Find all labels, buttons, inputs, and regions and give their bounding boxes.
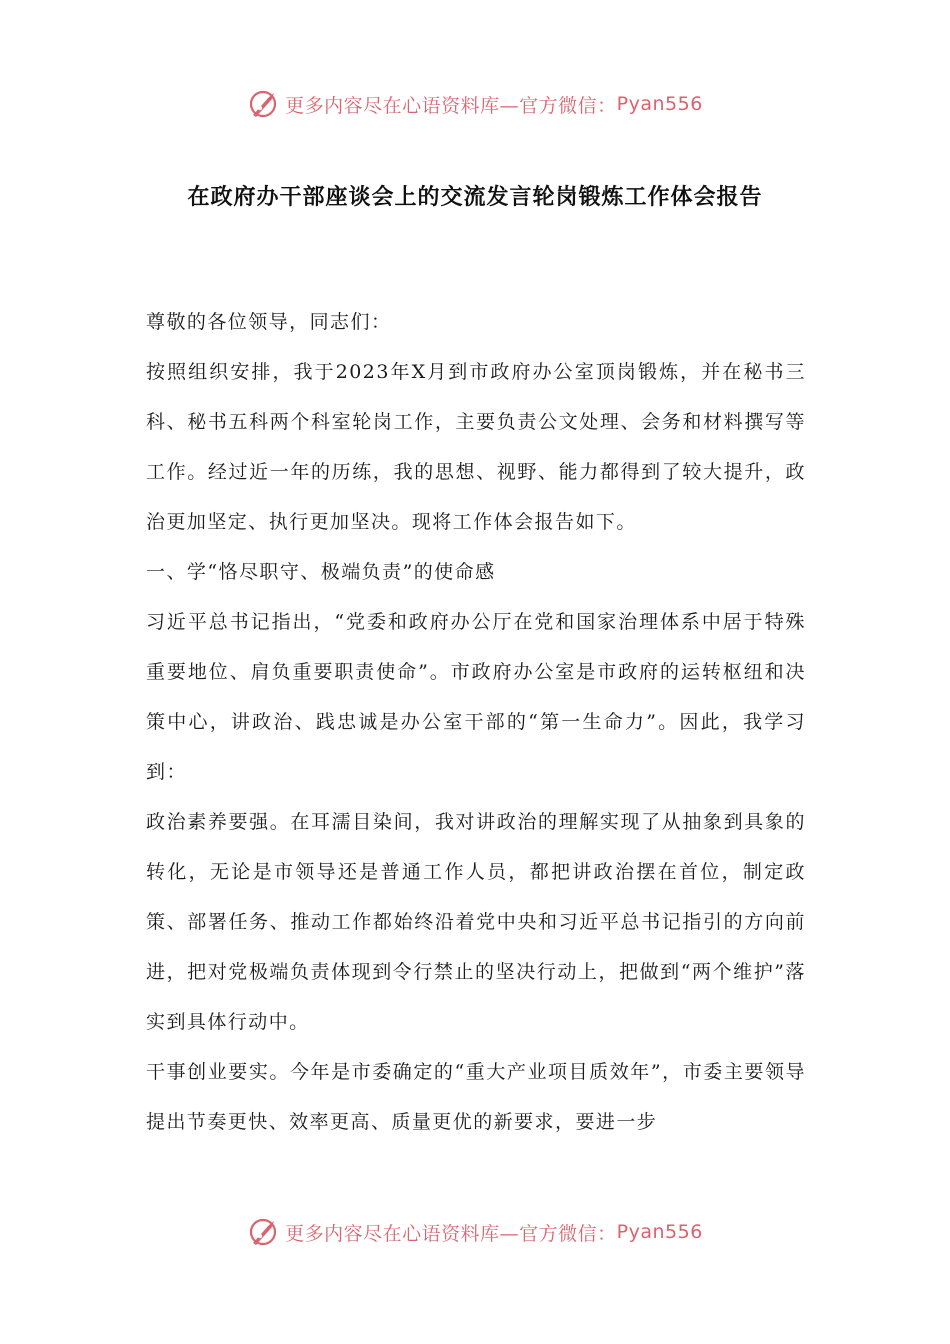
section-heading-1: 一、学“恪尽职守、极端负责”的使命感: [146, 561, 496, 583]
header-watermark-banner: [0, 84, 950, 124]
document-body: [146, 297, 806, 1147]
paragraph-section-1: 习近平总书记指出，“党委和政府办公厅在党和国家治理体系中居于特殊重要地位、肩负重要职责使命”。市政府办公室是市政府的运转枢纽和决策中心，讲政治、践忠诚是办公室干部的“第一生命力”。因此，我学习到：: [146, 611, 806, 783]
footer-watermark-banner: [0, 1212, 950, 1252]
banner-text: 更多内容尽在心语资料库—官方微信：: [285, 94, 617, 117]
banner-text: 更多内容尽在心语资料库—官方微信：: [285, 1222, 617, 1245]
paragraph-political-quality: 政治素养要强。在耳濡目染间，我对讲政治的理解实现了从抽象到具象的转化，无论是市领导还是普通工作人员，都把讲政治摆在首位，制定政策、部署任务、推动工作都始终沿着党中央和习近平总书记指引的方向前进，把对党极端负责体现到令行禁止的坚决行动上，把做到“两个维护”落实到具体行动中。: [146, 811, 806, 1033]
document-title: 在政府办干部座谈会上的交流发言轮岗锻炼工作体会报告: [187, 184, 763, 210]
salutation: 尊敬的各位领导，同志们：: [146, 311, 392, 333]
paragraph-intro: 按照组织安排，我于2023年X月到市政府办公室顶岗锻炼，并在秘书三科、秘书五科两个科室轮岗工作，主要负责公文处理、会务和材料撰写等工作。经过近一年的历练，我的思想、视野、能力都得到了较大提升，政治更加坚定、执行更加坚决。现将工作体会报告如下。: [146, 361, 806, 533]
pen-nib-logo-icon: [247, 87, 281, 121]
banner-wechat-id: Pyan556: [616, 1221, 703, 1243]
banner-wechat-id: Pyan556: [616, 93, 703, 115]
paragraph-practical-work: 干事创业要实。今年是市委确定的“重大产业项目质效年”，市委主要领导提出节奏更快、效率更高、质量更优的新要求，要进一步: [146, 1061, 806, 1133]
pen-nib-logo-icon: [247, 1215, 281, 1249]
